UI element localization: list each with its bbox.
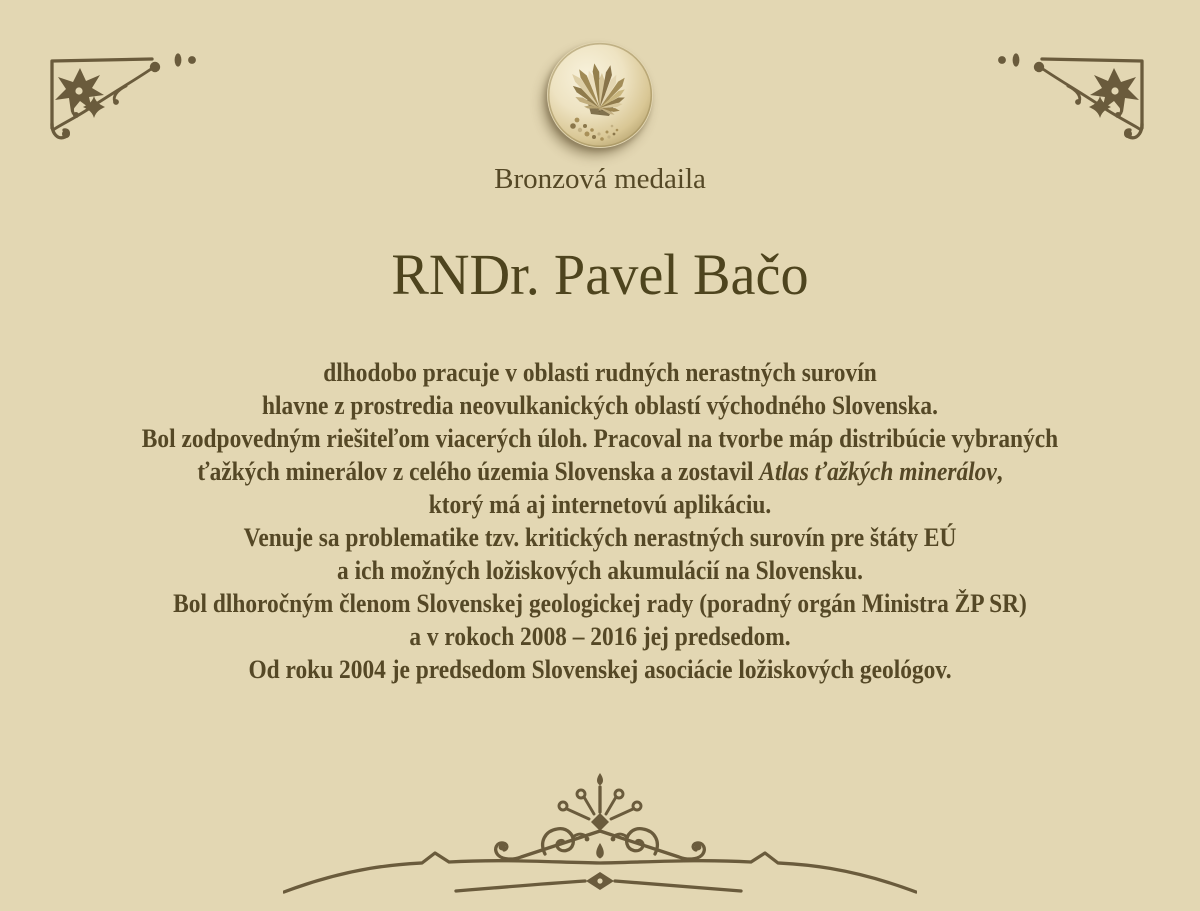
corner-flourish-icon <box>42 50 202 145</box>
citation-line: a ich možných ložiskových akumulácií na Slovensku. <box>337 556 863 585</box>
citation-line: ťažkých minerálov z celého územia Slovenska a zostavil Atlas ťažkých minerálov, <box>197 457 1003 486</box>
citation-line: Od roku 2004 je predsedom Slovenskej asociácie ložiskových geológov. <box>248 655 952 684</box>
citation-line: ktorý má aj internetovú aplikáciu. <box>428 490 772 519</box>
medal-caption: Bronzová medaila <box>494 163 706 195</box>
citation-line: Bol zodpovedným riešiteľom viacerých úloh. Pracoval na tvorbe máp distribúcie vybraných <box>141 424 1059 453</box>
citation-line: Venuje sa problematike tzv. kritických nerastných surovín pre štáty EÚ <box>243 523 957 552</box>
footer-scroll-flourish-icon <box>283 765 917 905</box>
citation-line: hlavne z prostredia neovulkanických oblastí východného Slovenska. <box>262 391 938 420</box>
citation-line: Bol dlhoročným členom Slovenskej geologickej rady (poradný orgán Ministra ŽP SR) <box>173 589 1027 618</box>
citation-line: a v rokoch 2008 – 2016 jej predsedom. <box>409 622 791 651</box>
bronze-medal-crystals-icon <box>547 42 653 148</box>
corner-flourish-icon <box>992 50 1152 145</box>
citation-line: dlhodobo pracuje v oblasti rudných nerastných surovín <box>323 358 877 387</box>
recipient-name-title: RNDr. Pavel Bačo <box>391 242 809 307</box>
citation-text <box>60 356 1140 686</box>
